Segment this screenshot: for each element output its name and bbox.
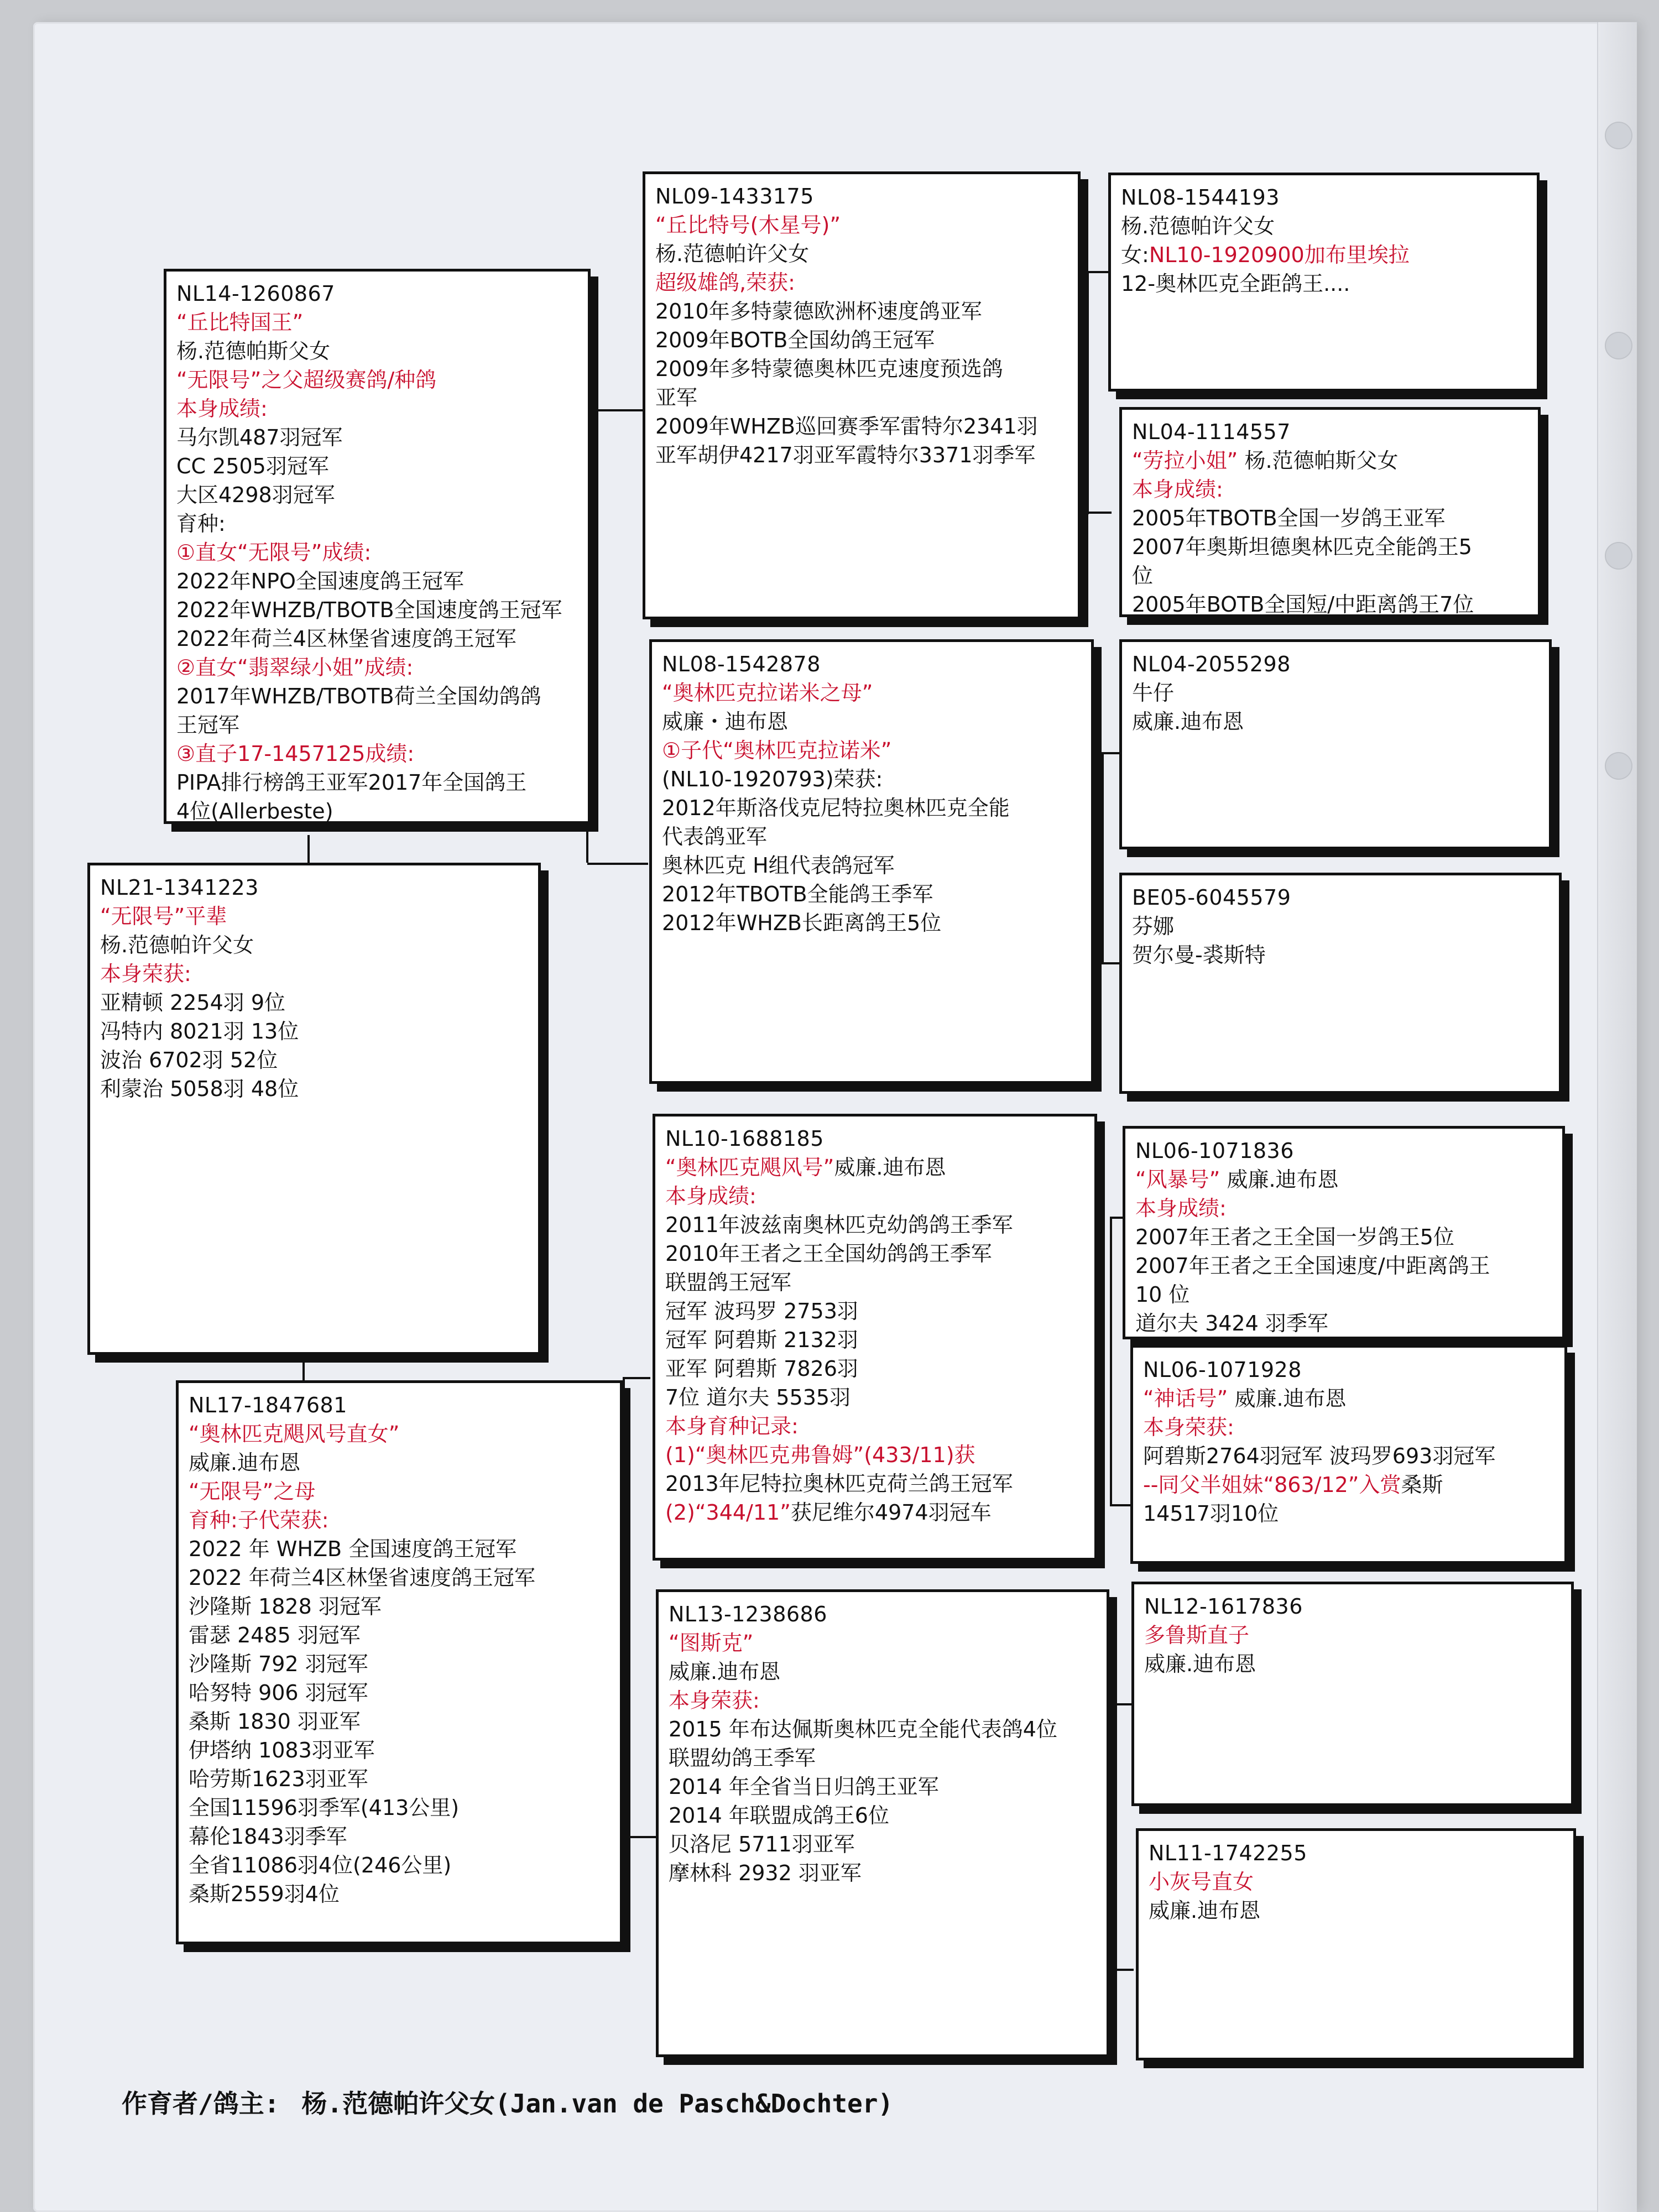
card-line: 2010年王者之王全国幼鸽鸽王季军	[665, 1241, 992, 1266]
punch-hole-icon	[1605, 332, 1632, 359]
card-line-highlight: 本身成绩:	[1132, 477, 1223, 502]
pedigree-card-ggp-1	[1108, 173, 1540, 392]
card-line: 2014 年联盟成鸽王6位	[669, 1803, 889, 1828]
card-line: 杨.范德帕许父女	[100, 933, 254, 957]
card-line-highlight: “神话号”	[1143, 1386, 1228, 1411]
card-line-highlight: 本身荣获:	[100, 962, 191, 986]
card-line: 伊塔纳 1083羽亚军	[189, 1738, 375, 1762]
card-line: 2015 年布达佩斯奥林匹克全能代表鸽4位	[669, 1717, 1057, 1741]
pedigree-connector	[1087, 271, 1089, 514]
ring-number: NL08-1544193	[1121, 185, 1280, 210]
card-line: 2022年WHZB/TBOTB全国速度鸽王冠军	[176, 598, 562, 622]
pedigree-connector	[587, 863, 648, 865]
card-line: 2011年波兹南奥林匹克幼鸽鸽王季军	[665, 1213, 1013, 1237]
card-line: 亚军	[655, 385, 698, 410]
card-line: 沙隆斯 792 羽冠军	[189, 1652, 368, 1676]
ring-number: NL08-1542878	[662, 652, 821, 676]
sleeve-edge	[1597, 22, 1637, 2212]
ring-number: NL17-1847681	[189, 1393, 347, 1417]
card-line-highlight: “无限号”平辈	[100, 904, 227, 928]
card-line	[1143, 1384, 1554, 1413]
card-line: 亚精顿 2254羽 9位	[100, 990, 286, 1015]
card-line-plain: 女:	[1121, 243, 1149, 267]
card-line: 冠军 阿碧斯 2132羽	[665, 1328, 858, 1352]
card-line: 亚军胡伊4217羽亚军霞特尔3371羽季军	[655, 443, 1036, 467]
card-line: 2022 年荷兰4区林堡省速度鸽王冠军	[189, 1566, 535, 1590]
card-line: 2022年NPO全国速度鸽王冠军	[176, 569, 464, 593]
card-line-highlight: ③直子17-1457125成绩:	[176, 742, 415, 766]
card-line-highlight: (2)“344/11”	[665, 1500, 791, 1525]
ring-number: NL21-1341223	[100, 875, 259, 900]
card-line: 2017年WHZB/TBOTB荷兰全国幼鸽鸽	[176, 684, 541, 708]
card-line: 位	[1132, 564, 1154, 588]
ring-number: NL12-1617836	[1144, 1594, 1303, 1619]
pedigree-card-dam-dam	[656, 1589, 1109, 2057]
ring-number: NL04-2055298	[1132, 652, 1291, 676]
card-line: 威廉.迪布恩	[189, 1451, 301, 1475]
card-line-highlight: 小灰号直女	[1149, 1870, 1254, 1894]
card-line-highlight: 本身育种记录:	[665, 1414, 799, 1438]
pedigree-connector	[587, 409, 648, 411]
card-line: 2009年多特蒙德奥林匹克速度预选鸽	[655, 357, 1003, 381]
card-line-highlight: 育种:子代荣获:	[189, 1508, 329, 1532]
pedigree-connector	[307, 835, 310, 863]
card-line: 2009年BOTB全国幼鸽王冠军	[655, 328, 935, 352]
card-line: 14517羽10位	[1143, 1501, 1279, 1526]
card-line: 联盟鸽王冠军	[665, 1270, 792, 1295]
card-line-highlight: 本身成绩:	[176, 397, 268, 421]
pedigree-connector	[1112, 1969, 1134, 1971]
pedigree-card-ggp-8	[1136, 1828, 1576, 2060]
card-line-plain: 获尼维尔4974羽冠车	[790, 1500, 992, 1525]
ring-number: NL04-1114557	[1132, 420, 1291, 444]
pedigree-card-ggp-3	[1119, 639, 1552, 849]
card-line: 桑斯 1830 羽亚军	[189, 1709, 361, 1734]
card-line: 2007年王者之王全国速度/中距离鸽王	[1135, 1254, 1490, 1278]
card-line: 摩林科 2932 羽亚军	[669, 1861, 862, 1885]
card-line: 2005年BOTB全国短/中距离鸽王7位	[1132, 592, 1474, 617]
card-line: 2014 年全省当日归鸽王亚军	[669, 1775, 939, 1799]
pedigree-connector	[1110, 1217, 1112, 1504]
card-line-plain: 威廉.迪布恩	[1228, 1386, 1347, 1411]
pedigree-card-ggp-2	[1119, 407, 1541, 617]
ring-number: NL13-1238686	[669, 1602, 827, 1626]
punch-hole-icon	[1605, 122, 1632, 149]
pedigree-card-dam	[176, 1380, 623, 1944]
pedigree-connector	[623, 1836, 656, 1838]
card-line: 4位(Allerbeste)	[176, 799, 333, 823]
card-line-highlight: 本身成绩:	[1135, 1196, 1227, 1220]
card-line: 2022 年 WHZB 全国速度鸽王冠军	[189, 1537, 517, 1561]
card-line-highlight: ①子代“奥林匹克拉诺米”	[662, 738, 892, 763]
pedigree-connector	[1102, 752, 1104, 962]
card-line: 大区4298羽冠军	[176, 483, 335, 507]
pedigree-card-sire-dam	[649, 639, 1094, 1084]
card-line: 贝洛尼 5711羽亚军	[669, 1832, 855, 1856]
card-line: 马尔凯487羽冠军	[176, 425, 343, 450]
card-line: 2012年WHZB长距离鸽王5位	[662, 911, 942, 935]
card-line: 冯特内 8021羽 13位	[100, 1019, 299, 1044]
card-line: 2022年荷兰4区林堡省速度鸽王冠军	[176, 627, 517, 651]
card-line: 威廉.迪布恩	[1149, 1898, 1261, 1923]
pedigree-card-sire-sire	[643, 171, 1081, 619]
card-line: 2012年TBOTB全能鸽王季军	[662, 882, 933, 906]
card-line-plain: 威廉.迪布恩	[1220, 1167, 1339, 1192]
card-line: 7位 道尔夫 5535羽	[665, 1385, 851, 1410]
pedigree-connector	[1110, 1504, 1132, 1506]
pedigree-card-dam-sire	[653, 1114, 1097, 1561]
card-line: 代表鸽亚军	[662, 825, 768, 849]
card-line: PIPA排行榜鸽王亚军2017年全国鸽王	[176, 770, 527, 795]
card-line-highlight: --同父半姐妹“863/12”入赏	[1143, 1473, 1401, 1497]
card-line-highlight: ①直女“无限号”成绩:	[176, 540, 372, 565]
card-line-highlight: “奥林匹克拉诺米之母”	[662, 681, 873, 705]
card-line: 2005年TBOTB全国一岁鸽王亚军	[1132, 506, 1446, 530]
ring-number: NL06-1071928	[1143, 1358, 1302, 1382]
card-line-highlight: “奥林匹克飓风号直女”	[189, 1422, 400, 1446]
card-line-highlight: 本身成绩:	[665, 1184, 757, 1208]
ring-number: NL06-1071836	[1135, 1139, 1294, 1163]
card-line: 杨.范德帕许父女	[655, 242, 810, 266]
card-line: 波治 6702羽 52位	[100, 1048, 278, 1072]
card-line: 冠军 波玛罗 2753羽	[665, 1299, 858, 1323]
card-line: CC 2505羽冠军	[176, 454, 329, 478]
card-line-plain: 杨.范德帕斯父女	[1238, 448, 1399, 473]
card-line-highlight: “图斯克”	[669, 1631, 754, 1655]
card-line	[1143, 1470, 1554, 1499]
pedigree-card-ggp-7	[1131, 1582, 1574, 1806]
pedigree-card-subject	[87, 863, 541, 1355]
card-line: 2009年WHZB巡回赛季军雷特尔2341羽	[655, 414, 1038, 439]
card-line-highlight: “无限号”之母	[189, 1479, 316, 1504]
card-line: 王冠军	[176, 713, 240, 737]
card-line-highlight: 本身荣获:	[1143, 1415, 1234, 1439]
card-line: 威廉.迪布恩	[1132, 709, 1244, 734]
card-line: 育种:	[176, 512, 226, 536]
card-line: 道尔夫 3424 羽季军	[1135, 1311, 1328, 1335]
card-line: 全国11596羽季军(413公里)	[189, 1796, 460, 1820]
card-line-highlight: ②直女“翡翠绿小姐”成绩:	[176, 655, 414, 680]
breeder-footer	[122, 2084, 915, 2120]
card-line: 10 位	[1135, 1282, 1190, 1307]
pedigree-card-ggp-5	[1123, 1126, 1565, 1339]
card-line: 牛仔	[1132, 681, 1175, 705]
card-line: 哈劳斯1623羽亚军	[189, 1767, 368, 1791]
pedigree-connector	[1112, 1703, 1134, 1705]
card-line: 哈努特 906 羽冠军	[189, 1681, 368, 1705]
card-line-highlight: 本身荣获:	[669, 1688, 760, 1713]
card-line: 2012年斯洛伐克尼特拉奥林匹克全能	[662, 796, 1010, 820]
card-line: 2007年奥斯坦德奥林匹克全能鸽王5	[1132, 535, 1472, 559]
card-line-highlight: 多鲁斯直子	[1144, 1623, 1250, 1647]
card-line: 2013年尼特拉奥林匹克荷兰鸽王冠军	[665, 1472, 1013, 1496]
card-line: 联盟幼鸽王季军	[669, 1746, 816, 1770]
breeder-label: 作育者/鸽主:	[122, 2089, 280, 2119]
punch-hole-icon	[1605, 542, 1632, 570]
card-line: 威廉.迪布恩	[1144, 1652, 1256, 1676]
ring-number: NL11-1742255	[1149, 1841, 1307, 1865]
card-line: 12-奥林匹克全距鸽王....	[1121, 272, 1350, 296]
card-line: 全省11086羽4位(246公里)	[189, 1853, 452, 1877]
card-line	[665, 1153, 1084, 1182]
card-line: 威廉.迪布恩	[669, 1660, 781, 1684]
card-line	[1132, 446, 1528, 475]
card-line: 沙隆斯 1828 羽冠军	[189, 1594, 382, 1619]
card-line-highlight: “无限号”之父超级赛鸽/种鸽	[176, 368, 437, 392]
pedigree-connector	[1087, 512, 1112, 514]
card-line-highlight: “劳拉小姐”	[1132, 448, 1238, 473]
card-line: 杨.范德帕许父女	[1121, 214, 1275, 238]
card-line-highlight: “风暴号”	[1135, 1167, 1220, 1192]
card-line-highlight: (1)“奥林匹克弗鲁姆”(433/11)获	[665, 1443, 975, 1467]
card-line-plain: 威廉.迪布恩	[834, 1155, 946, 1180]
card-line: 亚军 阿碧斯 7826羽	[665, 1357, 858, 1381]
breeder-owner: 杨.范德帕许父女(Jan.van de Pasch&Dochter)	[301, 2089, 894, 2119]
card-line: 贺尔曼-裘斯特	[1132, 943, 1266, 967]
card-line: 2010年多特蒙德欧洲杯速度鸽亚军	[655, 299, 982, 324]
card-line: 利蒙治 5058羽 48位	[100, 1077, 299, 1101]
card-line-highlight: 超级雄鸽,荣获:	[655, 270, 795, 295]
pedigree-card-ggp-6	[1130, 1345, 1567, 1564]
card-line	[1121, 241, 1527, 269]
punch-hole-icon	[1605, 752, 1632, 780]
card-line: 杨.范德帕斯父女	[176, 339, 331, 363]
pedigree-card-sire	[164, 269, 591, 824]
card-line: 芬娜	[1132, 914, 1175, 938]
card-line: 2007年王者之王全国一岁鸽王5位	[1135, 1225, 1454, 1249]
card-line: (NL10-1920793)荣获:	[662, 767, 883, 791]
card-line	[1135, 1165, 1552, 1194]
pedigree-connector	[623, 1377, 650, 1379]
pedigree-connector	[1112, 1703, 1114, 1969]
card-line-highlight: “丘比特号(木星号)”	[655, 213, 841, 237]
card-line-highlight: NL10-1920900加布里埃拉	[1149, 243, 1410, 267]
card-line: 威廉・迪布恩	[662, 709, 789, 734]
card-line: 幕伦1843羽季军	[189, 1824, 347, 1849]
card-line: 雷瑟 2485 羽冠军	[189, 1623, 361, 1647]
card-line-plain: 桑斯	[1401, 1473, 1443, 1497]
pedigree-connector	[623, 1377, 625, 1836]
card-line: 奥林匹克 H组代表鸽冠军	[662, 853, 895, 878]
card-line-highlight: “奥林匹克飓风号”	[665, 1155, 834, 1180]
card-line	[665, 1498, 1084, 1527]
card-line: 阿碧斯2764羽冠军 波玛罗693羽冠军	[1143, 1444, 1496, 1468]
card-line: 桑斯2559羽4位	[189, 1882, 340, 1906]
card-line-highlight: “丘比特国王”	[176, 310, 304, 335]
ring-number: BE05-6045579	[1132, 885, 1291, 910]
pedigree-card-ggp-4	[1119, 873, 1562, 1094]
ring-number: NL09-1433175	[655, 184, 814, 208]
ring-number: NL14-1260867	[176, 281, 335, 306]
ring-number: NL10-1688185	[665, 1126, 824, 1151]
